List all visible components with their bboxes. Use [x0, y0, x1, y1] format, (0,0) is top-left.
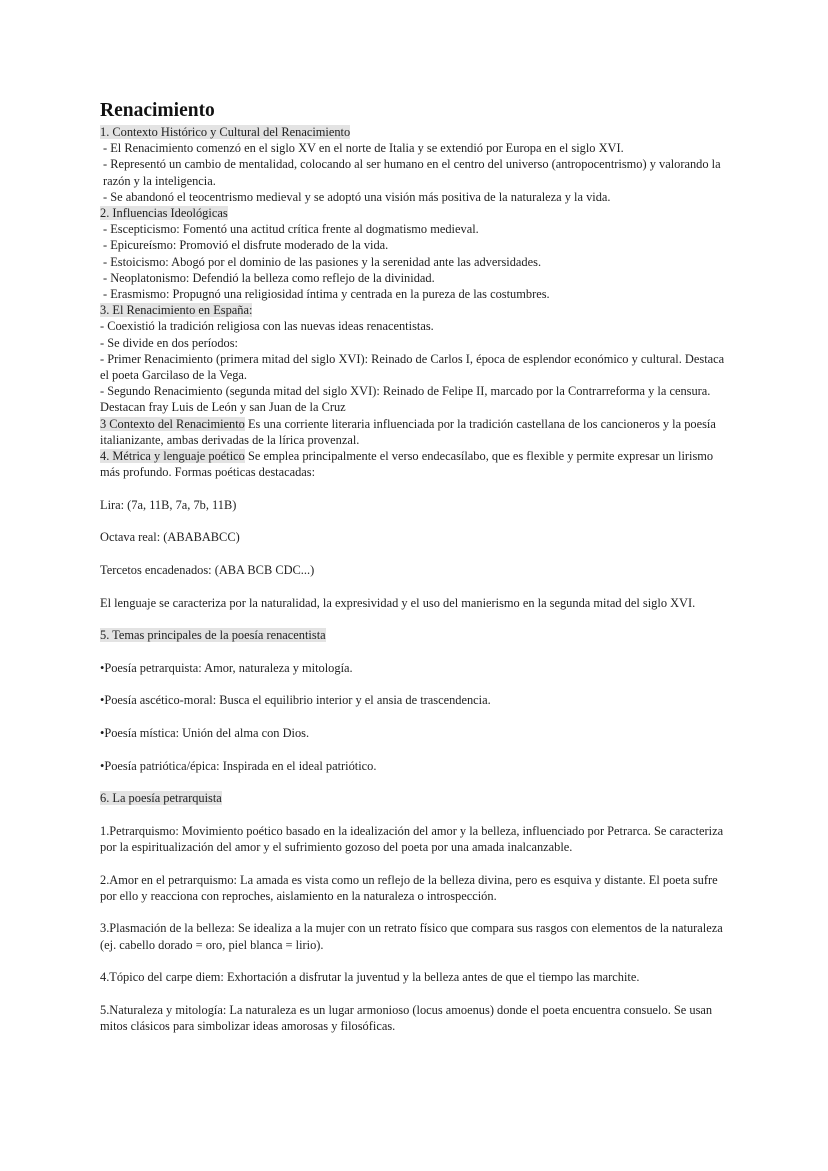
section-4-text: Se emplea principalmente el verso endecasílabo, que es flexible y permite expresar un lirismo más profundo. Formas poéticas destacadas: — [100, 449, 714, 480]
section-3-line: - Primer Renacimiento (primera mitad del siglo XVI): Reinado de Carlos I, época de esplendor económico y cultural. Destaca el poeta Garcilaso de la Vega. — [100, 351, 725, 383]
language-paragraph: El lenguaje se caracteriza por la naturalidad, la expresividad y el uso del manierismo en la segunda mitad del siglo XVI. — [100, 595, 696, 610]
section-1-heading: 1. Contexto Histórico y Cultural del Renacimiento — [100, 125, 351, 139]
section-2-line: - Epicureísmo: Promovió el disfrute moderado de la vida. — [103, 238, 389, 253]
poetic-form-lira: Lira: (7a, 11B, 7a, 7b, 11B) — [100, 497, 237, 512]
section-1-line: - El Renacimiento comenzó en el siglo XV en el norte de Italia y se extendió por Europa en el siglo XVI. — [103, 141, 624, 156]
section-6-heading: 6. La poesía petrarquista — [100, 791, 222, 806]
section-1-line: - Se abandonó el teocentrismo medieval y se adoptó una visión más positiva de la naturaleza y la vida. — [103, 189, 611, 204]
section-2-line: - Escepticismo: Fomentó una actitud crítica frente al dogmatismo medieval. — [103, 222, 479, 237]
petrarquista-paragraph: 2.Amor en el petrarquismo: La amada es vista como un reflejo de la belleza divina, pero es esquiva y distante. El poeta sufre por ello y reacciona con reproches, aislamiento en la naturaleza o introspección. — [100, 872, 718, 903]
section-3b-paragraph — [100, 416, 730, 448]
section-3-line: - Segundo Renacimiento (segunda mitad del siglo XVI): Reinado de Felipe II, marcado por la Contrarreforma y la censura. Destacan fray Luis de León y san Juan de la Cruz — [100, 384, 711, 415]
section-3b-text: Es una corriente literaria influenciada por la tradición castellana de los cancioneros y la poesía italianizante, ambas derivadas de la lírica provenzal. — [100, 416, 716, 447]
section-3-heading: 3. El Renacimiento en España: — [100, 303, 253, 318]
section-3-line: - Se divide en dos períodos: — [100, 335, 238, 350]
section-2-line: - Estoicismo: Abogó por el dominio de las pasiones y la serenidad ante las adversidades. — [103, 254, 542, 269]
theme-item: •Poesía petrarquista: Amor, naturaleza y mitología. — [100, 660, 353, 675]
document-title: Renacimiento — [100, 100, 215, 121]
section-4-paragraph — [100, 448, 730, 480]
section-3b-heading: 3 Contexto del Renacimiento — [100, 416, 245, 431]
section-4-heading: 4. Métrica y lenguaje poético — [100, 449, 245, 464]
theme-item: •Poesía patriótica/épica: Inspirada en el ideal patriótico. — [100, 758, 377, 773]
section-1-line: - Representó un cambio de mentalidad, colocando al ser humano en el centro del universo (antropocentrismo) y valorando la razón y la inteligencia. — [103, 157, 721, 188]
theme-item: •Poesía ascético-moral: Busca el equilibrio interior y el ansia de trascendencia. — [100, 693, 491, 708]
petrarquista-paragraph: 1.Petrarquismo: Movimiento poético basado en la idealización del amor y la belleza, influenciado por Petrarca. Se caracteriza por la espiritualización del amor y el sufrimiento gozoso del poeta por una amada inalcanzable. — [100, 823, 724, 854]
section-2-line: - Neoplatonismo: Defendió la belleza como reflejo de la divinidad. — [103, 270, 435, 285]
section-5-heading: 5. Temas principales de la poesía renacentista — [100, 628, 326, 643]
petrarquista-paragraph: 4.Tópico del carpe diem: Exhortación a disfrutar la juventud y la belleza antes de que el tiempo las marchite. — [100, 970, 640, 985]
document-page — [100, 98, 730, 1034]
section-2-line: - Erasmismo: Propugnó una religiosidad íntima y centrada en la pureza de las costumbres. — [103, 287, 550, 302]
petrarquista-paragraph: 5.Naturaleza y mitología: La naturaleza es un lugar armonioso (locus amoenus) donde el poeta encuentra consuelo. Se usan mitos clásicos para simbolizar ideas amorosas y filosóficas. — [100, 1002, 713, 1033]
theme-item: •Poesía mística: Unión del alma con Dios. — [100, 726, 310, 741]
section-2-heading: 2. Influencias Ideológicas — [100, 206, 228, 221]
petrarquista-paragraph: 3.Plasmación de la belleza: Se idealiza a la mujer con un retrato físico que compara sus rasgos con elementos de la naturaleza (ej. cabello dorado = oro, piel blanca = lirio). — [100, 921, 723, 952]
poetic-form-octava: Octava real: (ABABABCC) — [100, 530, 240, 545]
poetic-form-tercetos: Tercetos encadenados: (ABA BCB CDC...) — [100, 563, 315, 578]
section-3-line: - Coexistió la tradición religiosa con las nuevas ideas renacentistas. — [100, 319, 434, 334]
